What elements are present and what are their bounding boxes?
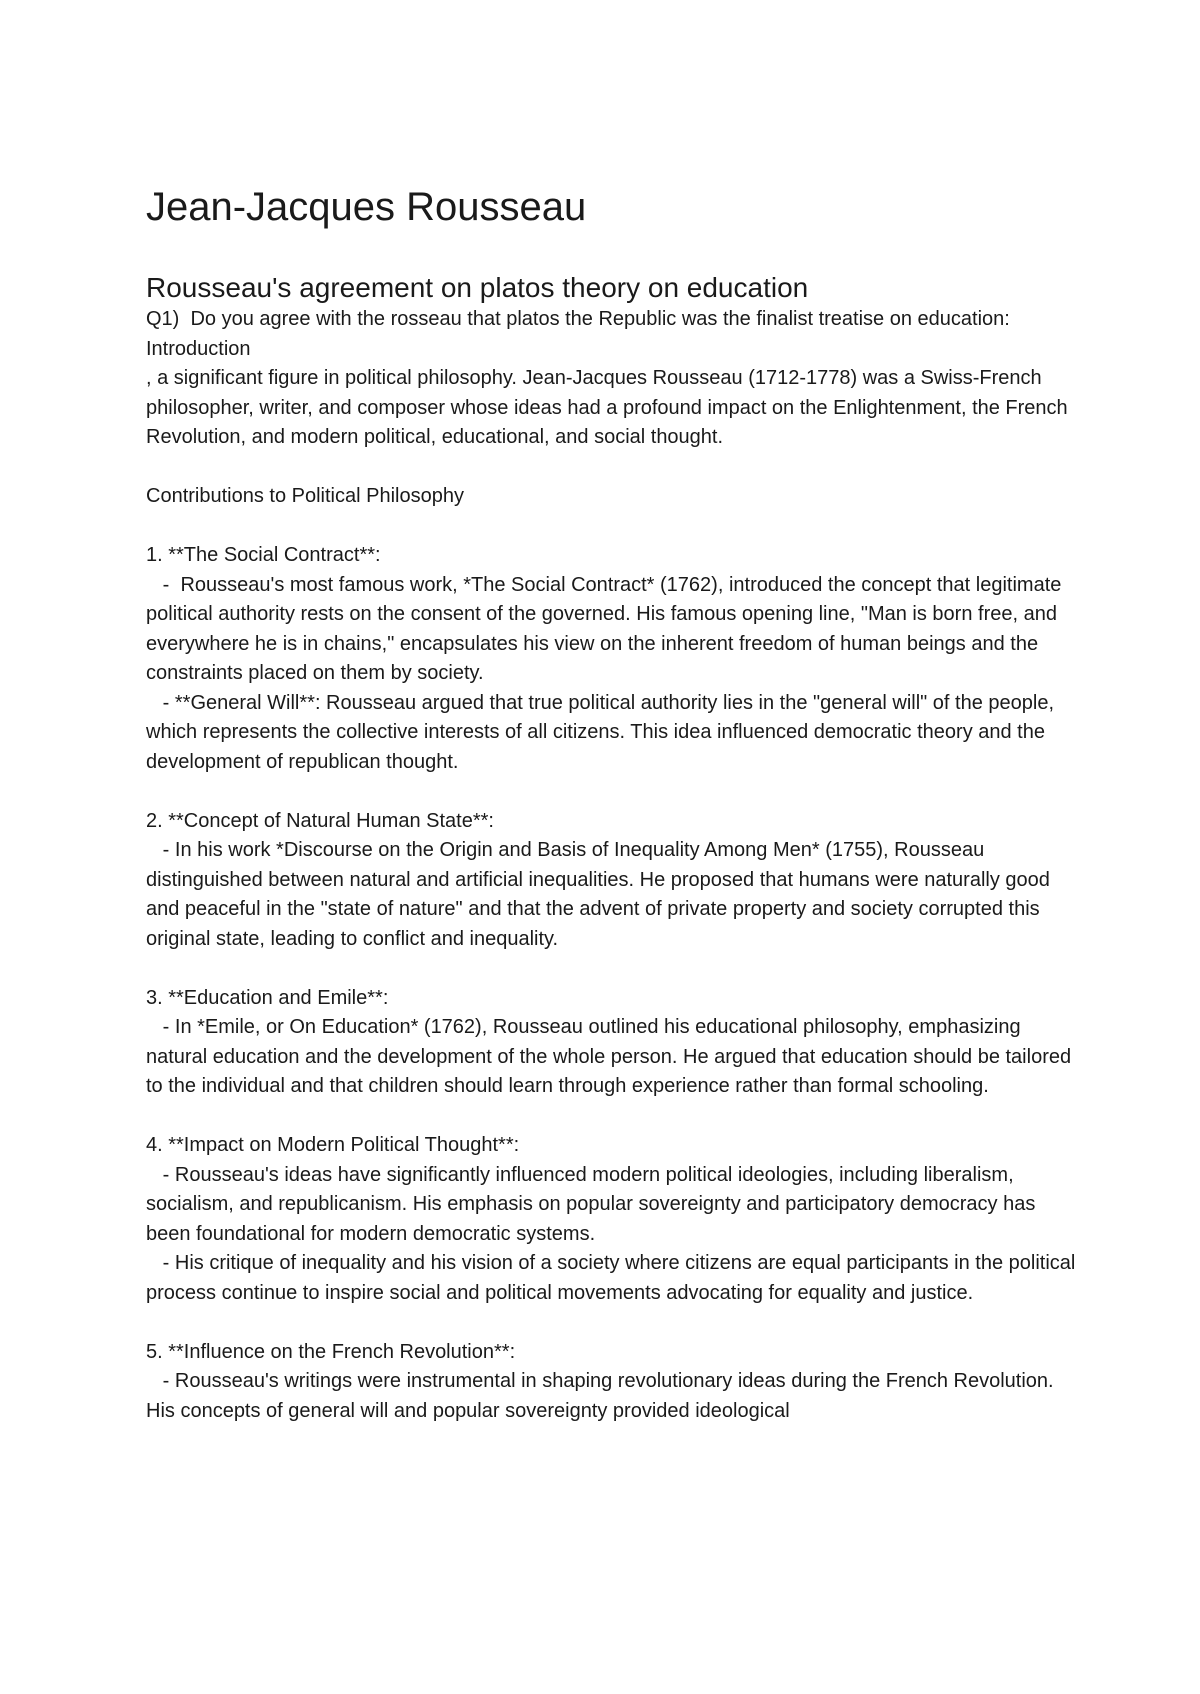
item-paragraph: - His critique of inequality and his vision of a society where citizens are equal participants in the political process continue to inspire social and political movements advocating for equality and justice. xyxy=(146,1252,1081,1304)
spacer xyxy=(146,777,1076,807)
intro-label: Introduction xyxy=(146,337,251,360)
item-paragraph: - **General Will**: Rousseau argued that true political authority lies in the "general will" of the people, which represents the collective interests of all citizens. This idea influenced democratic theory and the development of republican thought. xyxy=(146,691,1060,773)
spacer xyxy=(146,512,1076,542)
item-heading-social-contract: 1. **The Social Contract**: xyxy=(146,544,381,566)
spacer xyxy=(146,453,1076,483)
item-heading-natural-state: 2. **Concept of Natural Human State**: xyxy=(146,809,494,832)
item-paragraph: - Rousseau's most famous work, *The Social Contract* (1762), introduced the concept that legitimate political authority rests on the consent of the governed. His famous opening line, "Man is born free, and everywhere he is in chains," encapsulates his view on the inherent freedom of human beings and the constraints placed on them by society. xyxy=(146,573,1067,684)
spacer xyxy=(146,954,1076,984)
document-title: Jean-Jacques Rousseau xyxy=(146,185,587,229)
document-subtitle: Rousseau's agreement on platos theory on education xyxy=(146,272,809,303)
item-paragraph: - In his work *Discourse on the Origin and Basis of Inequality Among Men* (1755), Rousseau distinguished between natural and artificial inequalities. He proposed that humans were naturally good and peaceful in the "state of nature" and that the advent of private property and society corrupted this original state, leading to conflict and inequality. xyxy=(146,839,1056,950)
document-page xyxy=(146,183,1081,1426)
item-heading-french-revolution: 5. **Influence on the French Revolution**: xyxy=(146,1340,516,1363)
item-paragraph: - Rousseau's ideas have significantly influenced modern political ideologies, including liberalism, socialism, and republicanism. His emphasis on popular sovereignty and participatory democracy has been foundational for modern democratic systems. xyxy=(146,1163,1041,1245)
spacer xyxy=(146,1102,1076,1132)
item-paragraph: - In *Emile, or On Education* (1762), Rousseau outlined his educational philosophy, emphasizing natural education and the development of the whole person. He argued that education should be tailored to the individual and that children should learn through experience rather than formal schooling. xyxy=(146,1016,1077,1097)
item-paragraph: - Rousseau's writings were instrumental in shaping revolutionary ideas during the French Revolution. His concepts of general will and popular sovereignty provided ideological xyxy=(146,1370,1060,1422)
section-heading: Contributions to Political Philosophy xyxy=(146,485,464,507)
question-text: Q1) Do you agree with the rosseau that platos the Republic was the finalist treatise on education: xyxy=(146,308,1010,330)
intro-paragraph: , a significant figure in political philosophy. Jean-Jacques Rousseau (1712-1778) was a Swiss-French philosopher, writer, and composer whose ideas had a profound impact on the Enlightenment, the French Revolution, and modern political, educational, and social thought. xyxy=(146,367,1074,448)
item-heading-modern-thought: 4. **Impact on Modern Political Thought**: xyxy=(146,1134,520,1156)
item-heading-education-emile: 3. **Education and Emile**: xyxy=(146,986,389,1009)
spacer xyxy=(146,1308,1076,1338)
